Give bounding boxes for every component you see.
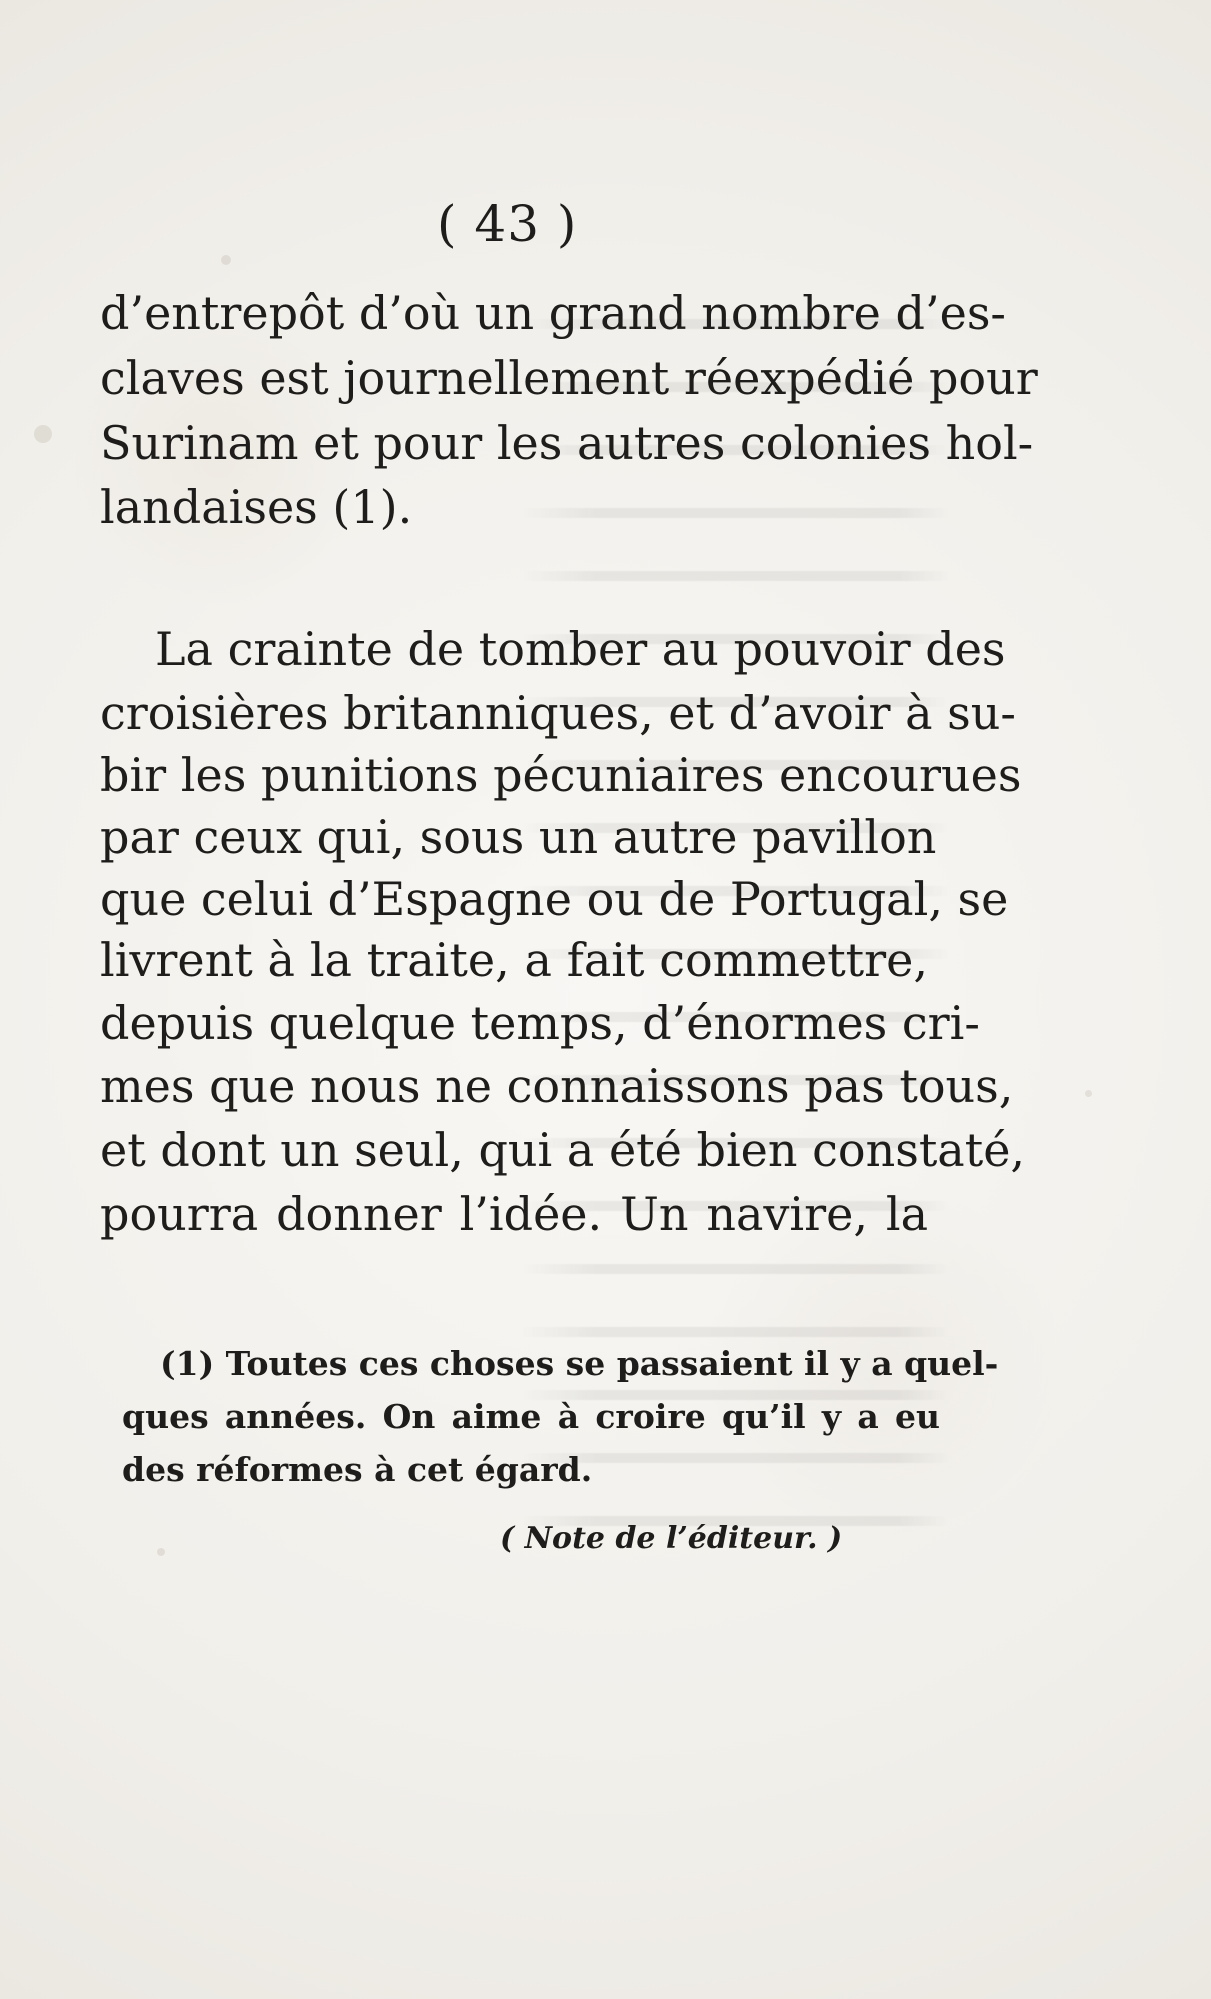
paper-speck: [34, 425, 52, 443]
footnote-line-2: ques années. On aime à croire qu’il y a eu: [122, 1397, 940, 1436]
paragraph-2-line-10: pourra donner l’idée. Un navire, la: [100, 1187, 928, 1241]
paragraph-2-line-9: et dont un seul, qui a été bien constaté,: [100, 1123, 1026, 1177]
paragraph-1-line-1: d’entrepôt d’où un grand nombre d’es-: [100, 286, 1006, 340]
paragraph-2-line-6: livrent à la traite, a fait commettre,: [100, 933, 928, 987]
paper-speck: [1085, 1090, 1092, 1097]
editor-note: ( Note de l’éditeur. ): [500, 1521, 843, 1556]
footnote-line-1: (1) Toutes ces choses se passaient il y a quel-: [160, 1344, 999, 1383]
paper-speck: [221, 255, 231, 265]
page-number: ( 43 ): [437, 195, 578, 253]
paragraph-2-line-5: que celui d’Espagne ou de Portugal, se: [100, 872, 1009, 926]
paragraph-2-line-2: croisières britanniques, et d’avoir à su-: [100, 686, 1016, 740]
footnote-line-3: des réformes à cet égard.: [122, 1450, 593, 1489]
paragraph-1-line-3: Surinam et pour les autres colonies hol-: [100, 416, 1034, 470]
paragraph-1-line-4: landaises (1).: [100, 480, 413, 534]
paragraph-2-line-4: par ceux qui, sous un autre pavillon: [100, 810, 937, 864]
paragraph-1-line-2: claves est journellement réexpédié pour: [100, 351, 1038, 405]
paragraph-2-line-3: bir les punitions pécuniaires encourues: [100, 748, 1022, 802]
paper-speck: [157, 1548, 165, 1556]
paragraph-2-line-8: mes que nous ne connaissons pas tous,: [100, 1059, 1014, 1113]
paragraph-2-line-7: depuis quelque temps, d’énormes cri-: [100, 996, 980, 1050]
paragraph-2-line-1: La crainte de tomber au pouvoir des: [155, 622, 1006, 676]
